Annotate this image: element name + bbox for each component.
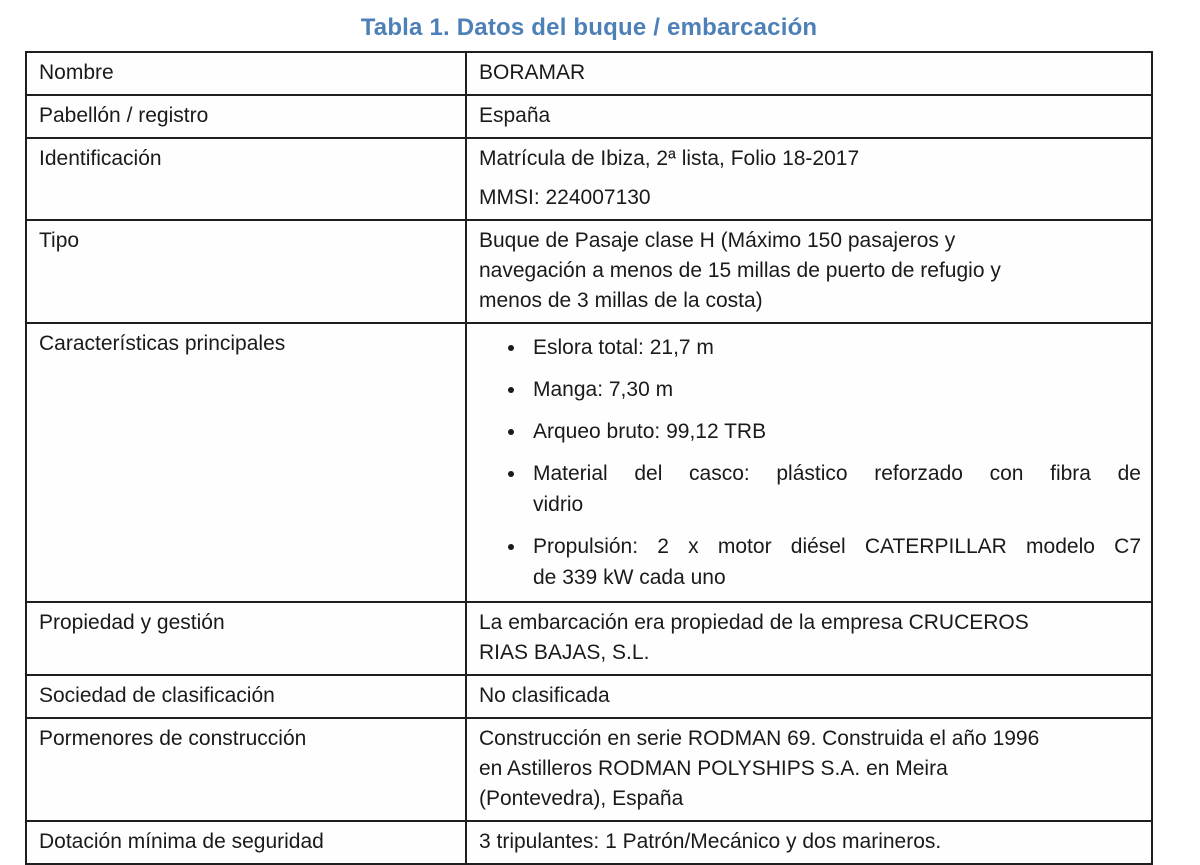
value-line: La embarcación era propiedad de la empresa CRUCEROS <box>479 611 1029 634</box>
table-row <box>26 602 1152 675</box>
row-value <box>466 821 1152 864</box>
bullet-line: de 339 kW cada uno <box>533 566 726 589</box>
row-label: Propiedad y gestión <box>26 602 466 675</box>
bullet-line: • Eslora total: 21,7 m <box>533 336 714 359</box>
ship-data-table <box>25 51 1153 865</box>
row-value <box>466 220 1152 323</box>
value-line: No clasificada <box>479 684 610 707</box>
characteristic-item <box>527 531 1141 593</box>
table-row <box>26 52 1152 95</box>
value-line: BORAMAR <box>479 61 586 84</box>
row-value <box>466 95 1152 138</box>
value-line: menos de 3 millas de la costa) <box>479 289 763 312</box>
table-row <box>26 821 1152 864</box>
row-label: Dotación mínima de seguridad <box>26 821 466 864</box>
characteristic-item <box>527 416 1141 447</box>
row-label: Nombre <box>26 52 466 95</box>
value-line: Buque de Pasaje clase H (Máximo 150 pasajeros y <box>479 229 956 252</box>
characteristic-item <box>527 458 1141 520</box>
table-row <box>26 675 1152 718</box>
table-caption: Tabla 1. Datos del buque / embarcación <box>360 14 818 41</box>
characteristic-item <box>527 332 1141 363</box>
value-line: 3 tripulantes: 1 Patrón/Mecánico y dos marineros. <box>479 830 942 853</box>
row-value <box>466 138 1152 220</box>
table-row <box>26 138 1152 220</box>
bullet-line: vidrio <box>533 493 584 516</box>
value-line: navegación a menos de 15 millas de puerto de refugio y <box>479 259 1001 282</box>
value-line: MMSI: 224007130 <box>479 186 651 209</box>
table-row <box>26 220 1152 323</box>
ship-table-body <box>26 52 1152 864</box>
row-value <box>466 323 1152 602</box>
row-label: Pabellón / registro <box>26 95 466 138</box>
value-line: RIAS BAJAS, S.L. <box>479 641 650 664</box>
value-line: Matrícula de Ibiza, 2ª lista, Folio 18-2017 <box>479 147 860 170</box>
value-line: en Astilleros RODMAN POLYSHIPS S.A. en Meira <box>479 757 948 780</box>
row-label: Identificación <box>26 138 466 220</box>
row-label: Características principales <box>26 323 466 602</box>
value-line: España <box>479 104 551 127</box>
bullet-line: • Arqueo bruto: 99,12 TRB <box>533 420 767 443</box>
bullet-line: • Manga: 7,30 m <box>533 378 674 401</box>
row-label: Pormenores de construcción <box>26 718 466 821</box>
characteristic-item <box>527 374 1141 405</box>
table-row <box>26 323 1152 602</box>
row-value <box>466 52 1152 95</box>
row-value <box>466 675 1152 718</box>
row-value <box>466 718 1152 821</box>
table-row <box>26 95 1152 138</box>
row-label: Sociedad de clasificación <box>26 675 466 718</box>
bullet-line: • Material del casco: plástico reforzado con fibra de <box>533 462 1141 485</box>
value-line: (Pontevedra), España <box>479 787 684 810</box>
value-line: Construcción en serie RODMAN 69. Construida el año 1996 <box>479 727 1040 750</box>
characteristics-list <box>479 332 1141 593</box>
row-label: Tipo <box>26 220 466 323</box>
table-row <box>26 718 1152 821</box>
row-value <box>466 602 1152 675</box>
bullet-line: • Propulsión: 2 x motor diésel CATERPILLAR modelo C7 <box>533 535 1141 558</box>
